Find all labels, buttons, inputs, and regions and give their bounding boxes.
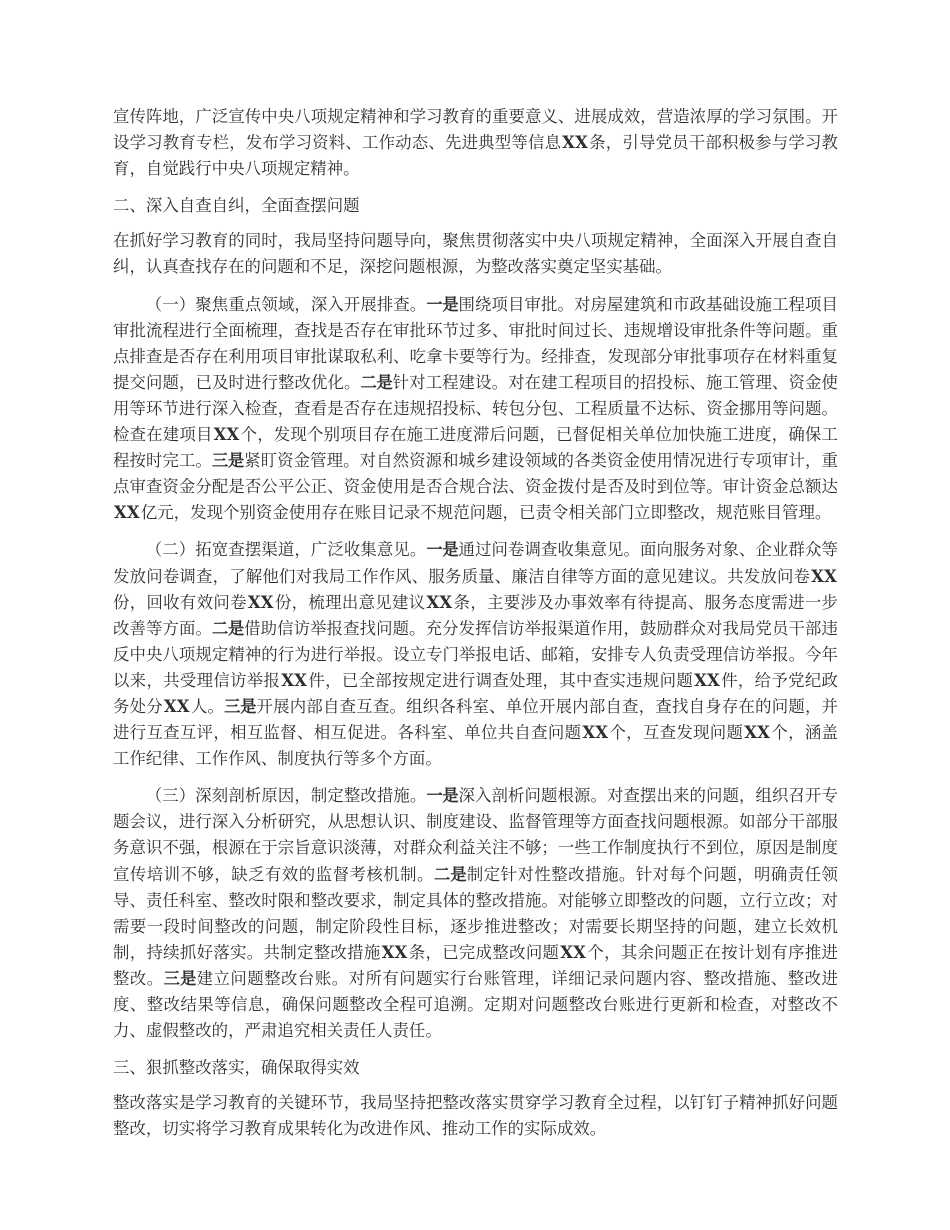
placeholder-number: XX — [560, 942, 587, 962]
placeholder-number: XX — [381, 942, 408, 962]
emphasis-run: 三是 — [212, 451, 245, 471]
emphasis-run: 三是 — [163, 968, 197, 988]
paragraph-section2-lead: 在抓好学习教育的同时，我局坚持问题导向，聚焦贯彻落实中央八项规定精神，全面深入开展自查自纠，认真查找存在的问题和不足，深挖问题根源，为整改落实奠定坚实基础。 — [113, 231, 838, 277]
placeholder-number: XX — [114, 503, 140, 523]
document-body — [113, 104, 838, 1142]
placeholder-number: XX — [562, 133, 589, 153]
paragraph-section3-lead: 整改落实是学习教育的关键环节，我局坚持把整改落实贯穿学习教育全过程，以钉钉子精神抓好问题整改，切实将学习教育成果转化为改进作风、推动工作的实际成效。 — [113, 1093, 838, 1139]
paragraph-section2-sub1: （一）聚焦重点领域，深入开展排查。一是围绕项目审批。对房屋建筑和市政基础设施工程项目审批流程进行全面梳理，查找是否存在审批环节过多、审批时间过长、违规增设审批条件等问题。重点排查是否存在利用项目审批谋取私利、吃拿卡要等行为。经排查，发现部分审批事项存在材料重复提交问题，已及时进行整改优化。二是针对工程建设。对在建工程项目的招投标、施工管理、资金使用等环节进行深入检查，查看是否存在违规招投标、转包分包、工程质量不达标、资金挪用等问题。检查在建项目XX个，发现个别项目存在施工进度滞后问题，已督促相关单位加快施工进度，确保工程按时完工。三是紧盯资金管理。对自然资源和城乡建设领域的各类资金使用情况进行专项审计，重点审查资金分配是否公平公正、资金使用是否合规合法、资金拨付是否及时到位等。审计资金总额达XX亿元，发现个别资金使用存在账目记录不规范问题，已责令相关部门立即整改，规范账目管理。 — [113, 294, 838, 523]
placeholder-number: XX — [281, 670, 308, 690]
emphasis-run: 三是 — [224, 696, 257, 716]
placeholder-number: XX — [247, 592, 274, 612]
emphasis-run: 二是 — [360, 372, 393, 392]
placeholder-number: XX — [694, 670, 720, 690]
emphasis-run: 二是 — [212, 618, 245, 638]
placeholder-number: XX — [163, 696, 190, 716]
emphasis-run: 一是 — [426, 540, 459, 560]
paragraph-section2-sub3: （三）深刻剖析原因，制定整改措施。一是深入剖析问题根源。对查摆出来的问题，组织召开专题会议，进行深入分析研究，从思想认识、制度建设、监督管理等方面查找问题根源。如部分干部服务意识不强，根源在于宗旨意识淡薄，对群众利益关注不够；一些工作制度执行不到位，原因是制度宣传培训不够，缺乏有效的监督考核机制。二是制定针对性整改措施。针对每个问题，明确责任领导、责任科室、整改时限和整改要求，制定具体的整改措施。对能够立即整改的问题，立行立改；对需要一段时间整改的问题，制定阶段性目标，逐步推进整改；对需要长期坚持的问题，建立长效机制，持续抓好落实。共制定整改措施XX条，已完成整改问题XX个，其余问题正在按计划有序推进整改。三是建立问题整改台账。对所有问题实行台账管理，详细记录问题内容、整改措施、整改进度、整改结果等信息，确保问题整改全程可追溯。定期对问题整改台账进行更新和检查，对整改不力、虚假整改的，严肃追究相关责任人责任。 — [113, 786, 839, 1041]
placeholder-number: XX — [811, 566, 837, 586]
heading-section-two: 二、深入自查自纠，全面查摆问题 — [113, 196, 360, 216]
emphasis-run: 一是 — [426, 294, 459, 314]
placeholder-number: XX — [213, 425, 240, 445]
placeholder-number: XX — [582, 723, 609, 743]
emphasis-run: 一是 — [426, 786, 459, 806]
heading-section-three: 三、狠抓整改落实，确保取得实效 — [113, 1058, 360, 1078]
placeholder-number: XX — [744, 723, 771, 743]
emphasis-run: 二是 — [433, 864, 467, 884]
paragraph-section2-sub2: （二）拓宽查摆渠道，广泛收集意见。一是通过问卷调查收集意见。面向服务对象、企业群众等发放问卷调查，了解他们对我局工作作风、服务质量、廉洁自律等方面的意见建议。共发放问卷XX份，回收有效问卷XX份，梳理出意见建议XX条，主要涉及办事效率有待提高、服务态度需进一步改善等方面。二是借助信访举报查找问题。充分发挥信访举报渠道作用，鼓励群众对我局党员干部违反中央八项规定精神的行为进行举报。设立专门举报电话、邮箱，安排专人负责受理信访举报。今年以来，共受理信访举报XX件，已全部按规定进行调查处理，其中查实违规问题XX件，给予党纪政务处分XX人。三是开展内部自查互查。组织各科室、单位开展内部自查，查找自身存在的问题，并进行互查互评，相互监督、相互促进。各科室、单位共自查问题XX个，互查发现问题XX个，涵盖工作纪律、工作作风、制度执行等多个方面。 — [113, 540, 839, 769]
paragraph-intro-continued: 宣传阵地，广泛宣传中央八项规定精神和学习教育的重要意义、进展成效，营造浓厚的学习氛围。开设学习教育专栏，发布学习资料、工作动态、先进典型等信息XX条，引导党员干部积极参与学习教育，自觉践行中央八项规定精神。 — [113, 107, 838, 179]
placeholder-number: XX — [426, 592, 453, 612]
